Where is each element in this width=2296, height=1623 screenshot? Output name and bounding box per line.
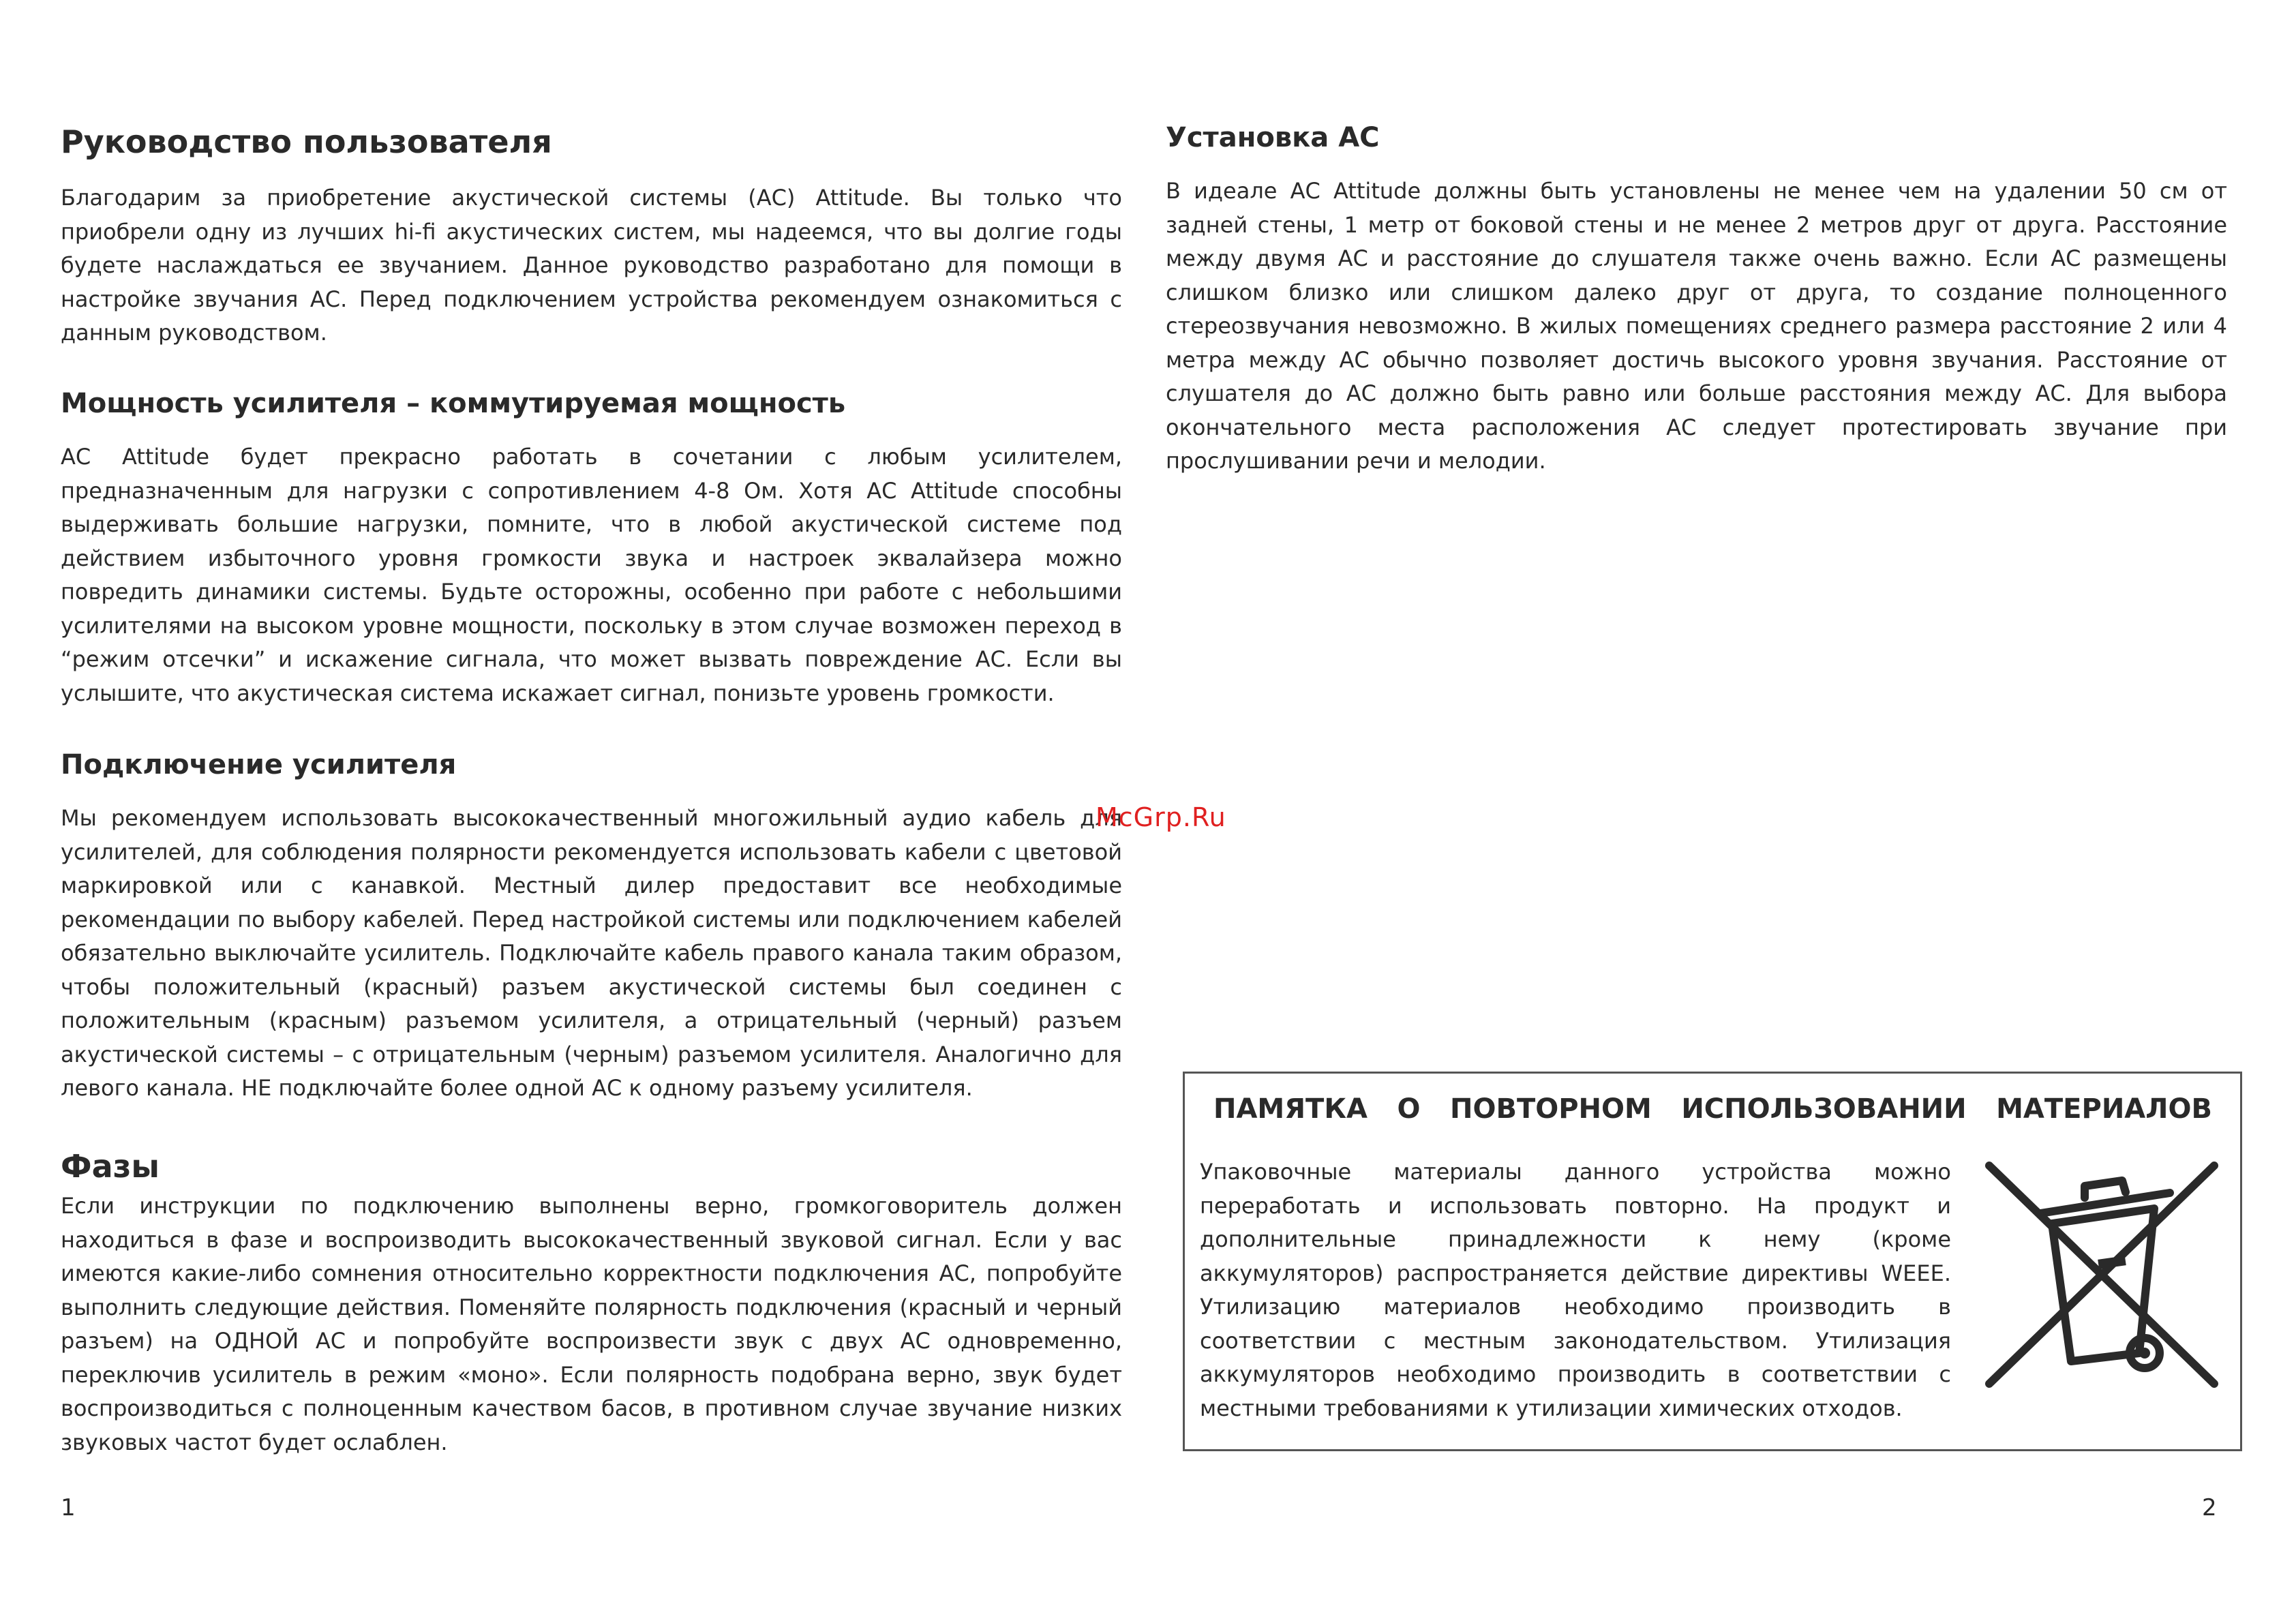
section-text-phases: Если инструкции по подключению выполнены верно, громкоговоритель должен находиться в фазе и воспроизводить высококачественный звуковой сигнал. Если у вас имеются какие-либо сомнения относительно корректности подключения АС, попробуйте выполнить следующие действия. Поменяйте полярность подключения (красный и черный разъем) на ОДНОЙ АС и попробуйте воспроизвести звук с двух АС одновременно, переключив усилитель в режим «моно». Если полярность подобрана верно, звук будет воспроизводиться с полноценным качеством басов, в противном случае звучание низких звуковых частот будет ослаблен. — [61, 1193, 1122, 1455]
section-text-amplifier-power: АС Attitude будет прекрасно работать в сочетании с любым усилителем, предназначенным для нагрузки с сопротивлением 4-8 Ом. Хотя АС Attitude способны выдерживать большие нагрузки, помните, что в любой акустической системе под действием избыточного уровня громкости звука и настроек эквалайзера можно повредить динамики системы. Будьте осторожны, особенно при работе с небольшими усилителями на высоком уровне мощности, поскольку в этом случае возможен переход в “режим отсечки” и искажение сигнала, что может вызвать повреждение АС. Если вы услышите, что акустическая система искажает сигнал, понизьте уровень громкости. — [61, 444, 1122, 706]
section-text-speaker-placement: В идеале АС Attitude должны быть установлены не менее чем на удалении 50 см от задней стены, 1 метр от боковой стены и не менее 2 метров друг от друга. Расстояние между двумя АС и расстояние до слушателя также очень важно. Если АС размещены слишком близко или слишком далеко друг от друга, то создание полноценного стереозвучания невозможно. В жилых помещениях среднего размера расстояние 2 или 4 метра между АС обычно позволяет достичь высокого уровня звучания. Расстояние от слушателя до АС должно быть равно или больше расстояния между АС. Для выбора окончательного места расположения АС следует протестировать звучание при прослушивании речи и мелодии. — [1166, 178, 2227, 474]
section-heading-phases: Фазы — [61, 1148, 160, 1185]
recycling-notice-title — [1213, 1090, 2212, 1128]
section-text-amplifier-connection: Мы рекомендуем использовать высококачественный многожильный аудио кабель для усилителей, для соблюдения полярности рекомендуется использовать кабели с цветовой маркировкой или с канавкой. Местный дилер предоставит все необходимые рекомендации по выбору кабелей. Перед настройкой системы или подключением кабелей обязательно выключайте усилитель. Подключайте кабель правого канала таким образом, чтобы положительный (красный) разъем акустической системы был соединен с положительным (красным) разъемом усилителя, а отрицательный (черный) разъем акустической системы – с отрицательным (черным) разъемом усилителя. Аналогично для левого канала. НЕ подключайте более одной АС к одному разъему усилителя. — [61, 805, 1122, 1101]
recycling-notice-text: Упаковочные материалы данного устройства можно переработать и использовать повторно. На продукт и дополнительные принадлежности к нему (кроме аккумуляторов) распространяется действие директивы WEEE. Утилизацию материалов необходимо производить в соответствии с местным законодательством. Утилизация аккумуляторов необходимо производить в соответствии с местными требованиями к утилизации химических отходов. — [1200, 1159, 1951, 1421]
section-heading-speaker-placement: Установка АС — [1166, 122, 1380, 153]
section-heading-amplifier-power: Мощность усилителя – коммутируемая мощность — [61, 388, 846, 419]
page-number-right: 2 — [2202, 1494, 2217, 1521]
page-title: Руководство пользователя — [61, 123, 552, 160]
recycling-title-word: МАТЕРИАЛОВ — [1996, 1093, 2212, 1125]
recycling-notice-box — [1183, 1072, 2242, 1451]
watermark: McGrp.Ru — [1096, 802, 1226, 832]
recycling-title-word: ИСПОЛЬЗОВАНИИ — [1681, 1093, 1967, 1125]
intro-paragraph: Благодарим за приобретение акустической системы (АС) Attitude. Вы только что приобрели одну из лучших hi-fi акустических систем, мы надеемся, что вы долгие годы будете наслаждаться ее звучанием. Данное руководство разработано для помощи в настройке звучания АС. Перед подключением устройства рекомендуем ознакомиться с данным руководством. — [61, 185, 1122, 346]
page-number-left: 1 — [61, 1494, 76, 1521]
recycling-title-word: О — [1397, 1093, 1421, 1125]
crossed-out-wheelie-bin-icon — [1976, 1149, 2228, 1401]
section-heading-amplifier-connection: Подключение усилителя — [61, 749, 457, 780]
recycling-title-word: ПАМЯТКА — [1213, 1093, 1368, 1125]
recycling-title-word: ПОВТОРНОМ — [1449, 1093, 1652, 1125]
